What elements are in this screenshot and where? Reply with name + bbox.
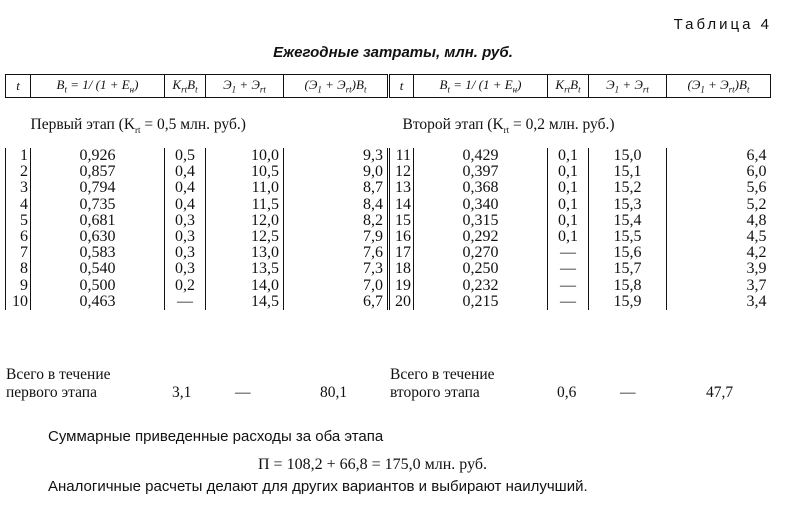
stage-1-discount-factor-cell: 0,926 — [31, 148, 165, 164]
stage-2-discounted-costs-cell: 4,2 — [667, 245, 771, 261]
header-row — [6, 75, 771, 98]
stage-1-discount-factor-cell: 0,463 — [31, 294, 165, 310]
stage-2-discount-factor-cell: 0,340 — [414, 197, 548, 213]
table-body — [6, 148, 771, 310]
stage-2-costs-cell: 15,7 — [589, 261, 667, 277]
total-cost-formula: П = 108,2 + 66,8 = 175,0 млн. руб. — [258, 456, 488, 473]
stage-2-kb-cell: — — [548, 294, 589, 310]
stage-1-kb-cell: 0,3 — [165, 245, 206, 261]
stage-2-costs-cell: 15,8 — [589, 278, 667, 294]
stage-2-discount-factor-cell: 0,250 — [414, 261, 548, 277]
table-row — [6, 229, 771, 245]
stage-2-discounted-costs-cell: 3,7 — [667, 278, 771, 294]
stage-2-costs-cell: 15,2 — [589, 180, 667, 196]
stage-2-costs-cell: 15,6 — [589, 245, 667, 261]
stage-2-costs-cell: 15,1 — [589, 164, 667, 180]
stage-1-costs-cell: 14,0 — [206, 278, 284, 294]
stage-1-costs-cell: 12,5 — [206, 229, 284, 245]
stage-2-discounted-costs-cell: 6,0 — [667, 164, 771, 180]
stage-1-kb-cell: 0,3 — [165, 261, 206, 277]
stage-1-costs-cell: 10,5 — [206, 164, 284, 180]
stage-2-period-cell: 19 — [389, 278, 414, 294]
stage-1-kb-cell: 0,4 — [165, 164, 206, 180]
stage-1-discounted-costs-cell: 8,7 — [284, 180, 389, 196]
stage-2-total-sum: 47,7 — [706, 384, 734, 401]
stage-2-period-cell: 14 — [389, 197, 414, 213]
stage-2-discounted-costs-cell: 4,8 — [667, 213, 771, 229]
stage-1-discounted-costs-cell: 7,3 — [284, 261, 389, 277]
stage-2-period-cell: 20 — [389, 294, 414, 310]
stage-1-costs-cell: 11,5 — [206, 197, 284, 213]
stage-1-discounted-costs-cell: 8,2 — [284, 213, 389, 229]
stage-1-discounted-costs-cell: 9,0 — [284, 164, 389, 180]
stage-2-discount-factor-cell: 0,368 — [414, 180, 548, 196]
stage-1-discount-factor-cell: 0,735 — [31, 197, 165, 213]
stage-2-discount-factor-cell: 0,292 — [414, 229, 548, 245]
table-row — [6, 278, 771, 294]
annual-costs-table — [5, 74, 771, 310]
stage-2-discounted-costs-cell: 6,4 — [667, 148, 771, 164]
stage-2-costs-cell: 15,4 — [589, 213, 667, 229]
header-discounted-costs-2: $(Э_1 + Э_{rt})B_t$ — [667, 75, 771, 98]
stage-1-period-cell: 1 — [6, 148, 31, 164]
stage-2-discounted-costs-cell: 5,6 — [667, 180, 771, 196]
stage-1-title: Первый этап ($K_{rt} = 0,5$ млн. руб.) — [30, 116, 246, 136]
stage-1-period-cell: 4 — [6, 197, 31, 213]
table-row — [6, 180, 771, 196]
stage-2-period-cell: 13 — [389, 180, 414, 196]
header-discounted-costs: $(Э_1 + Э_{rt})B_t$ — [284, 75, 389, 98]
stage-1-kb-cell: — — [165, 294, 206, 310]
stage-2-kb-cell: 0,1 — [548, 213, 589, 229]
stage-2-kb-cell: 0,1 — [548, 229, 589, 245]
stage-2-discounted-costs-cell: 3,9 — [667, 261, 771, 277]
table-row — [6, 197, 771, 213]
stage-1-discount-factor-cell: 0,630 — [31, 229, 165, 245]
stage-1-discounted-costs-cell: 6,7 — [284, 294, 389, 310]
stage-2-discounted-costs-cell: 3,4 — [667, 294, 771, 310]
stage-2-costs-cell: 15,3 — [589, 197, 667, 213]
stage-1-discount-factor-cell: 0,583 — [31, 245, 165, 261]
table-row — [6, 164, 771, 180]
stage-2-total-label: Всего в течение второго этапа — [390, 366, 495, 401]
stage-2-kb-cell: 0,1 — [548, 148, 589, 164]
stage-1-discounted-costs-cell: 7,0 — [284, 278, 389, 294]
stage-1-discounted-costs-cell: 7,6 — [284, 245, 389, 261]
stage-2-discounted-costs-cell: 5,2 — [667, 197, 771, 213]
stage-1-kb-cell: 0,3 — [165, 213, 206, 229]
stage-1-kb-cell: 0,3 — [165, 229, 206, 245]
stage-2-period-cell: 17 — [389, 245, 414, 261]
stage-1-period-cell: 8 — [6, 261, 31, 277]
stage-1-kb-cell: 0,4 — [165, 197, 206, 213]
stage-1-period-cell: 7 — [6, 245, 31, 261]
table-row — [6, 245, 771, 261]
stage-1-period-cell: 5 — [6, 213, 31, 229]
stage-2-total-costs: — — [620, 384, 636, 401]
stage-1-discount-factor-cell: 0,794 — [31, 180, 165, 196]
stage-1-kb-cell: 0,2 — [165, 278, 206, 294]
stage-1-period-cell: 10 — [6, 294, 31, 310]
stage-2-period-cell: 16 — [389, 229, 414, 245]
summary-line: Суммарные приведенные расходы за оба этапа — [48, 428, 384, 445]
stage-2-period-cell: 12 — [389, 164, 414, 180]
stage-1-period-cell: 6 — [6, 229, 31, 245]
stage-1-costs-cell: 10,0 — [206, 148, 284, 164]
stage-2-discount-factor-cell: 0,429 — [414, 148, 548, 164]
header-t-2: t — [389, 75, 414, 98]
stage-1-costs-cell: 13,0 — [206, 245, 284, 261]
stage-2-discount-factor-cell: 0,215 — [414, 294, 548, 310]
stage-2-period-cell: 11 — [389, 148, 414, 164]
stage-1-total-costs: — — [235, 384, 251, 401]
conclusion-line: Аналогичные расчеты делают для других вариантов и выбирают наилучший. — [48, 478, 588, 495]
stage-1-period-cell: 2 — [6, 164, 31, 180]
header-kb-2: $K_{rt}B_t$ — [548, 75, 589, 98]
stage-2-kb-cell: 0,1 — [548, 180, 589, 196]
stage-1-kb-cell: 0,4 — [165, 180, 206, 196]
stage-2-costs-cell: 15,9 — [589, 294, 667, 310]
header-t: t — [6, 75, 31, 98]
stage-1-costs-cell: 12,0 — [206, 213, 284, 229]
stage-1-discount-factor-cell: 0,681 — [31, 213, 165, 229]
table-row — [6, 213, 771, 229]
table-row — [6, 294, 771, 310]
stage-1-discounted-costs-cell: 8,4 — [284, 197, 389, 213]
stage-2-kb-cell: — — [548, 261, 589, 277]
table-row — [6, 148, 771, 164]
stage-1-discount-factor-cell: 0,540 — [31, 261, 165, 277]
stage-1-period-cell: 9 — [6, 278, 31, 294]
stage-2-costs-cell: 15,0 — [589, 148, 667, 164]
stage-1-discount-factor-cell: 0,500 — [31, 278, 165, 294]
stage-1-costs-cell: 14,5 — [206, 294, 284, 310]
stage-2-discount-factor-cell: 0,270 — [414, 245, 548, 261]
stage-2-title: Второй этап ($K_{rt} = 0,2$ млн. руб.) — [402, 116, 615, 136]
stage-1-discounted-costs-cell: 7,9 — [284, 229, 389, 245]
stage-1-costs-cell: 11,0 — [206, 180, 284, 196]
stage-2-kb-cell: — — [548, 245, 589, 261]
stage-2-costs-cell: 15,5 — [589, 229, 667, 245]
header-discount-factor-2: $B_t = 1/$ $(1 + E_н)$ — [414, 75, 548, 98]
stage-2-discount-factor-cell: 0,397 — [414, 164, 548, 180]
stage-1-discount-factor-cell: 0,857 — [31, 164, 165, 180]
stage-2-discount-factor-cell: 0,315 — [414, 213, 548, 229]
table-number-label: Таблица 4 — [673, 16, 772, 33]
stage-2-period-cell: 15 — [389, 213, 414, 229]
stage-1-discounted-costs-cell: 9,3 — [284, 148, 389, 164]
stage-1-total-label: Всего в течение первого этапа — [6, 366, 111, 401]
stage-2-kb-cell: 0,1 — [548, 197, 589, 213]
stage-1-kb-cell: 0,5 — [165, 148, 206, 164]
stage-1-total-sum: 80,1 — [320, 384, 348, 401]
table-caption: Ежегодные затраты, млн. руб. — [273, 44, 513, 61]
stage-2-total-k: 0,6 — [557, 384, 577, 401]
header-costs: $Э_1 + Э_{rt}$ — [206, 75, 284, 98]
stage-2-discount-factor-cell: 0,232 — [414, 278, 548, 294]
stage-2-discounted-costs-cell: 4,5 — [667, 229, 771, 245]
stage-2-kb-cell: 0,1 — [548, 164, 589, 180]
stage-1-period-cell: 3 — [6, 180, 31, 196]
header-kb: $K_{rt}B_t$ — [165, 75, 206, 98]
header-discount-factor: $B_t = 1/$ $(1 + E_н)$ — [31, 75, 165, 98]
table-row — [6, 261, 771, 277]
header-costs-2: $Э_1 + Э_{rt}$ — [589, 75, 667, 98]
stage-2-kb-cell: — — [548, 278, 589, 294]
stage-1-costs-cell: 13,5 — [206, 261, 284, 277]
stage-1-total-k: 3,1 — [172, 384, 192, 401]
stage-2-period-cell: 18 — [389, 261, 414, 277]
